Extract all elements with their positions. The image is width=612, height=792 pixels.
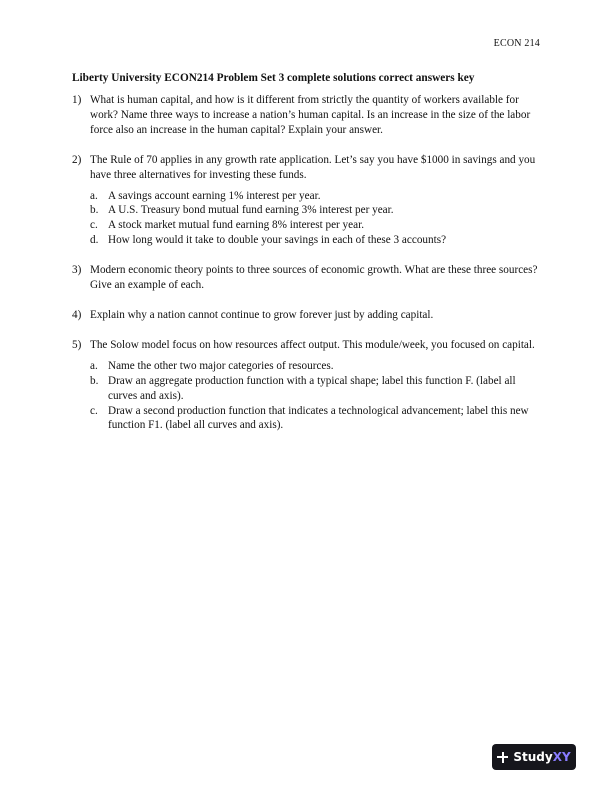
studyxy-logo[interactable]	[492, 744, 576, 770]
question-number: 1)	[72, 94, 82, 106]
sub-question	[90, 189, 546, 204]
document-title: Liberty University ECON214 Problem Set 3 complete solutions correct answers key	[72, 72, 475, 84]
sub-question-letter: a.	[90, 359, 98, 372]
logo-text-main: Study	[513, 750, 553, 764]
sub-question-letter: c.	[90, 404, 98, 417]
sub-question	[90, 233, 546, 248]
question-number: 4)	[72, 308, 82, 321]
sub-question	[90, 374, 546, 404]
sub-question-letter: a.	[90, 189, 98, 202]
sub-question-letter: b.	[90, 204, 99, 217]
question-text: Modern economic theory points to three sources of economic growth. What are these three sources? Give an example of each.	[90, 264, 538, 292]
question-text: The Solow model focus on how resources affect output. This module/week, you focused on capital.	[90, 338, 535, 351]
plus-icon	[497, 752, 508, 763]
sub-question-text: Draw a second production function that indicates a technological advancement; label this new function F1. (label all curves and axis).	[108, 404, 529, 432]
course-code: ECON 214	[493, 38, 540, 49]
sub-question-text: How long would it take to double your savings in each of these 3 accounts?	[108, 234, 447, 247]
sub-question-text: Draw an aggregate production function with a typical shape; label this function F. (label all curves and axis).	[108, 374, 516, 402]
question-2	[72, 153, 546, 248]
sub-question-text: A savings account earning 1% interest per year.	[108, 189, 321, 202]
sub-question-text: A stock market mutual fund earning 8% interest per year.	[108, 219, 364, 232]
question-4	[72, 308, 546, 323]
question-3	[72, 263, 546, 293]
sub-question-text: A U.S. Treasury bond mutual fund earning 3% interest per year.	[108, 204, 394, 217]
question-1	[72, 93, 546, 138]
sub-question-text: Name the other two major categories of resources.	[108, 359, 334, 372]
sub-question	[90, 218, 546, 233]
sub-question	[90, 404, 546, 434]
question-5	[72, 338, 546, 433]
logo-text-accent: XY	[552, 750, 571, 764]
question-number: 5)	[72, 338, 82, 351]
question-number: 2)	[72, 153, 82, 166]
question-text: Explain why a nation cannot continue to grow forever just by adding capital.	[90, 308, 434, 321]
question-text: The Rule of 70 applies in any growth rate application. Let’s say you have $1000 in savings and you have three alternatives for investing these funds.	[90, 153, 536, 181]
question-list	[72, 93, 546, 448]
sub-question-letter: c.	[90, 219, 98, 232]
sub-question	[90, 359, 546, 374]
sub-question-letter: d.	[90, 234, 99, 247]
sub-question	[90, 203, 546, 218]
question-number: 3)	[72, 264, 82, 277]
sub-question-list	[90, 359, 546, 434]
logo-text	[513, 750, 570, 764]
sub-question-letter: b.	[90, 374, 99, 387]
question-text: What is human capital, and how is it different from strictly the quantity of workers available for work? Name three ways to increase a nation’s human capital. Is an increase in the size of the labor force also an increase in the human capital? Explain your answer.	[90, 94, 531, 136]
sub-question-list	[90, 189, 546, 249]
